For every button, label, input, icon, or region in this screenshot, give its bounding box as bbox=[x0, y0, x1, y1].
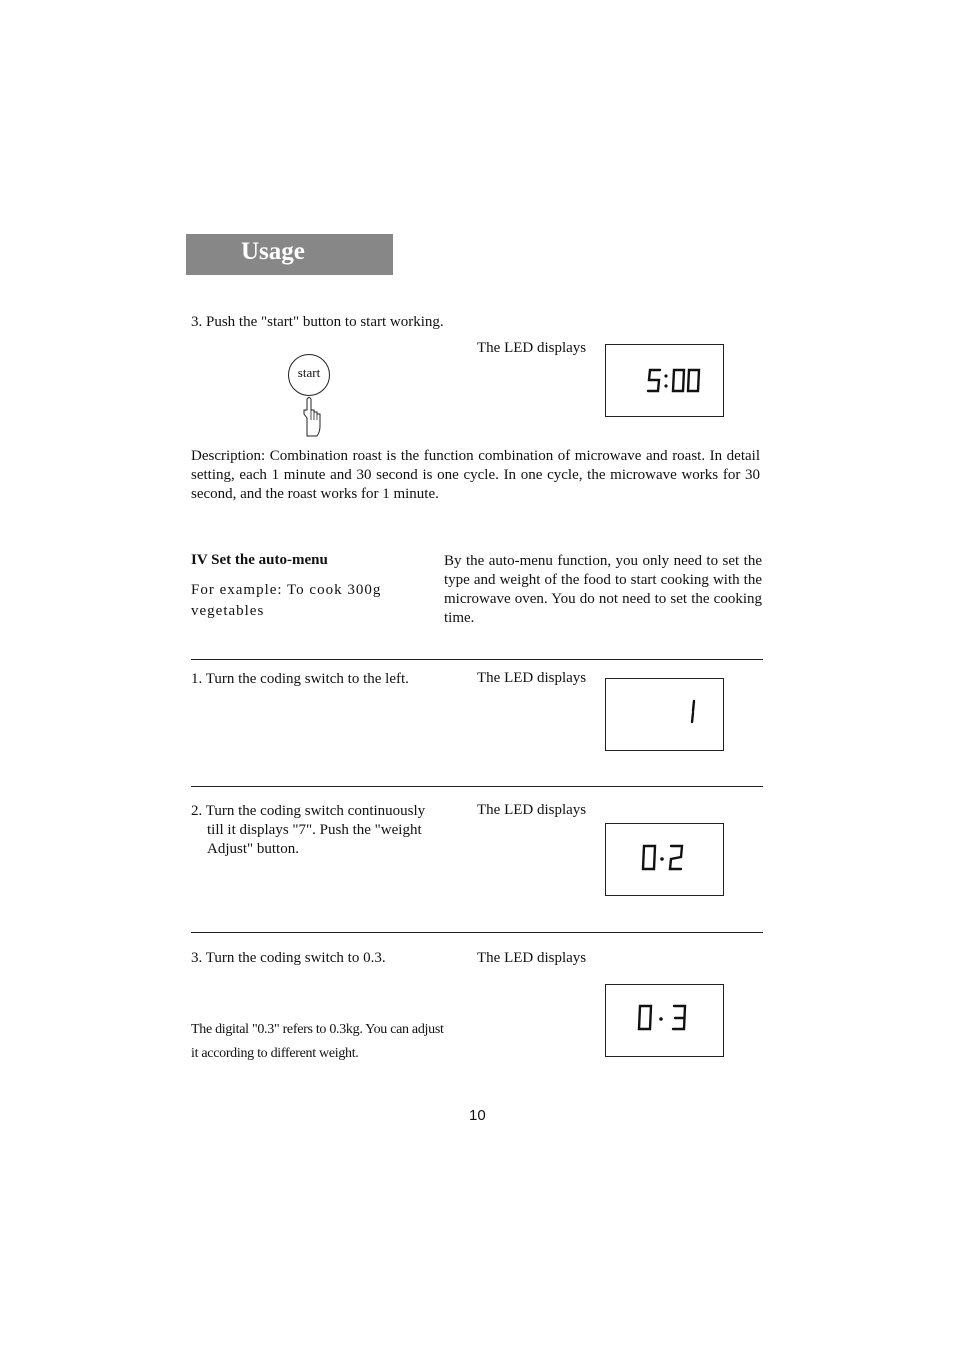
led-digits-5-00 bbox=[606, 345, 723, 416]
step-2-instruction-line-3: Adjust" button. bbox=[207, 841, 299, 857]
page-number: 10 bbox=[469, 1107, 486, 1124]
pointing-hand-icon bbox=[299, 396, 325, 438]
step-1-instruction: 1. Turn the coding switch to the left. bbox=[191, 671, 409, 687]
auto-menu-example: For example: To cook 300g vegetables bbox=[191, 582, 382, 619]
step-3-note: The digital "0.3" refers to 0.3kg. You can adjust it according to different weight. bbox=[191, 1022, 444, 1061]
step-3-instruction: 3. Turn the coding switch to 0.3. bbox=[191, 950, 386, 966]
start-step-instruction: 3. Push the "start" button to start working. bbox=[191, 314, 444, 330]
divider bbox=[191, 932, 763, 933]
led-label-step-3: The LED displays bbox=[477, 950, 587, 966]
led-label-step-1: The LED displays bbox=[477, 670, 587, 686]
led-display-5-00 bbox=[605, 344, 724, 417]
step-2-instruction-line-1: 2. Turn the coding switch continuously bbox=[191, 803, 426, 819]
led-display-0-2 bbox=[605, 823, 724, 896]
led-display-1 bbox=[605, 678, 724, 751]
led-display-0-3 bbox=[605, 984, 724, 1057]
start-button-label: start bbox=[297, 365, 321, 380]
auto-menu-heading: IV Set the auto-menu bbox=[191, 552, 328, 568]
led-digits-0-3 bbox=[606, 985, 723, 1056]
divider bbox=[191, 786, 763, 787]
led-label-step-2: The LED displays bbox=[477, 802, 587, 818]
section-banner bbox=[186, 234, 393, 275]
section-title: Usage bbox=[241, 238, 305, 265]
auto-menu-intro: By the auto-menu function, you only need to set the type and weight of the food to start cooking with the microwave oven. You do not need to set the cooking time. bbox=[444, 553, 762, 626]
led-digits-1 bbox=[606, 679, 723, 750]
start-button[interactable] bbox=[288, 354, 330, 396]
description-paragraph: Description: Combination roast is the function combination of microwave and roast. In detail setting, each 1 minute and 30 second is one cycle. In one cycle, the microwave works for 30 second, and the roast works for 1 minute. bbox=[191, 448, 760, 502]
step-2-instruction-line-2: till it displays "7". Push the "weight bbox=[207, 822, 422, 838]
divider bbox=[191, 659, 763, 660]
led-digits-0-2 bbox=[606, 824, 723, 895]
led-label-start: The LED displays bbox=[477, 340, 587, 356]
